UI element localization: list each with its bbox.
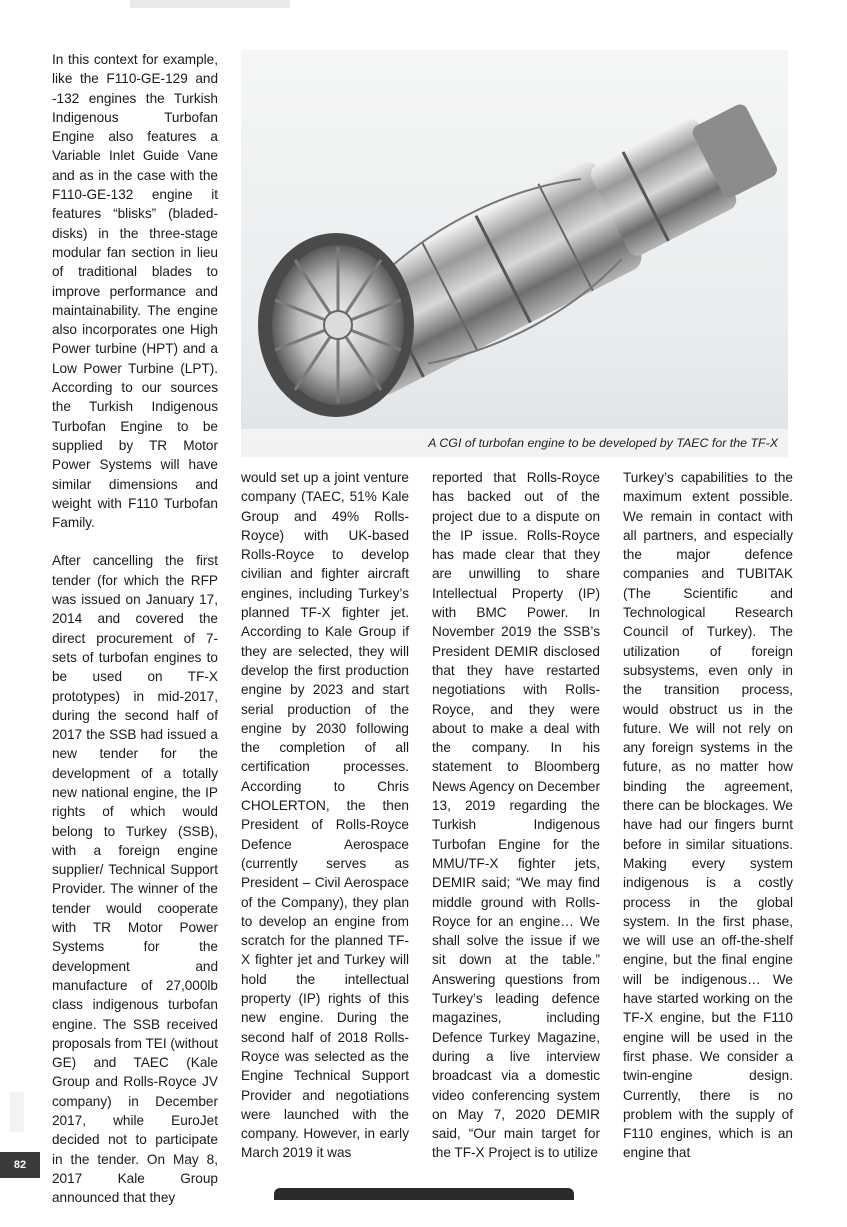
- text-column-2: [241, 468, 409, 1182]
- page-number-badge: [0, 1152, 40, 1178]
- paragraph: After cancelling the first tender (for which the RFP was issued on January 17, 2014 and covered the direct procurement of 7-sets of turbofan engines to be used on TF-X prototypes) in mid-2017, during the second half of 2017 the SSB had issued a new tender for the development of a totally new national engine, the IP rights of which would belong to Turkey (SSB), with a foreign engine supplier/ Technical Support Provider. The winner of the tender would cooperate with TR Motor Power Systems for the development and manufacture of 27,000lb class indigenous turbofan engine. The SSB received proposals from TEI (without GE) and TAEC (Kale Group and Rolls-Royce JV company) in December 2017, while EuroJet decided not to participate in the tender. On May 8, 2017 Kale Group announced that they: [52, 553, 218, 1206]
- text-column-3: [432, 468, 600, 1182]
- paragraph: Turkey’s capabilities to the maximum extent possible. We remain in contact with all partners, and especially the major defence companies and TUBITAK (The Scientific and Technological Research Council of Turkey). The utilization of foreign subsystems, even only in the transition process, would obstruct us in the future. We will not rely on any foreign systems in the future, as no matter how binding the agreement, there can be blockages. We have had our fingers burnt before in similar situations. Making every system indigenous is a costly process in the global system. In the first phase, we will use an off-the-shelf engine, but the final engine will be indigenous… We have started working on the TF-X engine, but the F110 engine will be used in the first phase. We consider a twin-engine design. Currently, there is no problem with the supply of F110 engines, which is an engine that: [623, 470, 793, 1161]
- figure-caption: A CGI of turbofan engine to be developed by TAEC for the TF-X: [241, 429, 788, 457]
- header-strip: [130, 0, 290, 8]
- page-edge-shadow: [10, 1092, 24, 1132]
- paragraph: would set up a joint venture company (TAEC, 51% Kale Group and 49% Rolls-Royce) with UK-based Rolls-Royce to develop civilian and fighter aircraft engines, including Turkey’s planned TF-X fighter jet. According to Kale Group if they are selected, they will develop the first production engine by 2023 and start serial production of the engine by 2030 following the completion of all certification processes. According to Chris CHOLERTON, the then President of Rolls-Royce Defence Aerospace (currently serves as President – Civil Aerospace of the Company), they plan to develop an engine from scratch for the planned TF-X fighter jet and Turkey will hold the intellectual property (IP) rights of this new engine. During the second half of 2018 Rolls-Royce was selected as the Engine Technical Support Provider and negotiations were launched with the company. However, in early March 2019 it was: [241, 470, 409, 1161]
- turbofan-engine-illustration: [241, 50, 788, 457]
- home-indicator-bar[interactable]: [274, 1188, 574, 1200]
- page-number: 82: [13, 1159, 27, 1171]
- engine-figure: [241, 50, 788, 457]
- text-column-4: [623, 468, 793, 1182]
- paragraph: In this context for example, like the F110-GE-129 and -132 engines the Turkish Indigenous Turbofan Engine also features a Variable Inlet Guide Vane and as in the case with the F110-GE-132 engine it features “blisks” (bladed-disks) in the three-stage modular fan section in lieu of traditional blades to improve performance and maintainability. The engine also incorporates one High Power turbine (HPT) and a Low Power Turbine (LPT). According to our sources the Turkish Indigenous Turbofan Engine to be supplied by TR Motor Power Systems will have similar dimensions and weight with F110 Turbofan Family.: [52, 52, 218, 531]
- paragraph: reported that Rolls-Royce has backed out of the project due to a dispute on the IP issue. Rolls-Royce has made clear that they are unwilling to share Intellectual Property (IP) with BMC Power. In November 2019 the SSB’s President DEMIR disclosed that they have restarted negotiations with Rolls-Royce, and they were about to make a deal with the company. In his statement to Bloomberg News Agency on December 13, 2019 regarding the Turkish Indigenous Turbofan Engine for the MMU/TF-X fighter jets, DEMIR said; “We may find middle ground with Rolls-Royce for an engine… We shall solve the issue if we sit down at the table.” Answering questions from Turkey’s leading defence magazines, including Defence Turkey Magazine, during a live interview broadcast via a domestic video conferencing system on May 7, 2020 DEMIR said, “Our main target for the TF-X Project is to utilize: [432, 470, 600, 1161]
- text-column-1: [52, 50, 218, 1227]
